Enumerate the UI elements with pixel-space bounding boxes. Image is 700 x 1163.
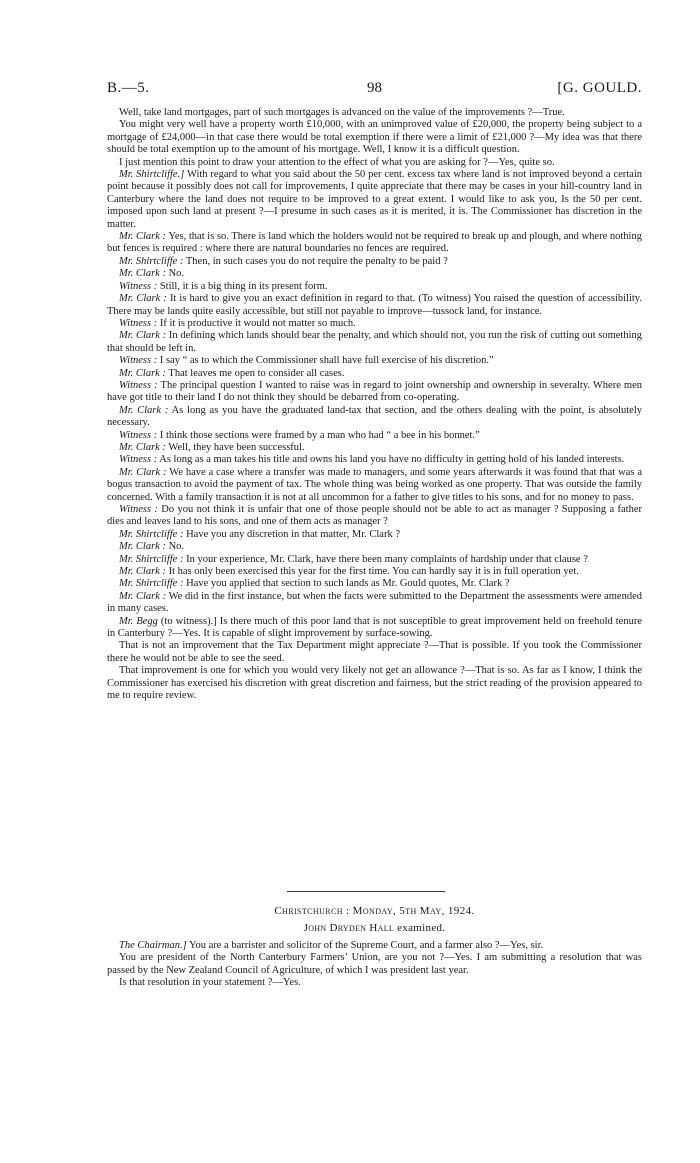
transcript-paragraph bbox=[107, 640, 642, 665]
paragraph-text: It is hard to give you an exact definition in regard to that. (To witness) You raised the question of accessibility. There may be lands quite easily accessible, but still not payable to improve—tussock land, for instance. bbox=[107, 293, 642, 317]
transcript-paragraph bbox=[107, 591, 642, 616]
transcript-paragraph bbox=[107, 529, 642, 541]
transcript-paragraph bbox=[107, 355, 642, 367]
paragraph-text: Do you not think it is unfair that one of those people should not be able to act as manager ? Supposing a father dies and leaves land to his sons, and one of them acts as manager ? bbox=[107, 504, 642, 528]
speaker-label: Mr. Shirtcliffe : bbox=[119, 553, 184, 565]
paragraph-text: Well, they have been successful. bbox=[168, 441, 305, 453]
speaker-label: Mr. Clark : bbox=[119, 231, 167, 243]
paragraph-text: You might very well have a property worth £10,000, with an unimproved value of £20,000, the property being subject to a mortgage of £24,000—in that case there would be total exemption if there were a limit of £21,000 ?—My idea was that there should be total exemption up to the amount of his mortgage. Well, I know it is a difficult question. bbox=[107, 119, 642, 156]
speaker-label: Witness : bbox=[119, 379, 158, 391]
paragraph-text: Then, in such cases you do not require the penalty to be paid ? bbox=[185, 255, 448, 267]
place-date-heading: Christchurch : Monday, 5th May, 1924. bbox=[274, 905, 475, 917]
paragraph-text: Well, take land mortgages, part of such mortgages is advanced on the value of the improvements ?—True. bbox=[119, 107, 565, 118]
speaker-label: Witness : bbox=[119, 429, 158, 441]
speaker-label: Mr. Shirtcliffe : bbox=[119, 255, 184, 267]
speaker-label: Mr. Begg bbox=[119, 615, 158, 627]
transcript-paragraph bbox=[107, 268, 642, 280]
transcript-paragraph bbox=[107, 256, 642, 268]
transcript-paragraph bbox=[107, 578, 642, 590]
page-number: 98 bbox=[367, 80, 382, 96]
speaker-label: The Chairman.] bbox=[119, 940, 187, 951]
speaker-label: Mr. Clark : bbox=[119, 367, 166, 379]
paragraph-text: Yes, that is so. There is land which the holders would not be required to break up and plough, and where nothing but fences is required : where there are natural boundaries no fences are required. bbox=[107, 231, 642, 255]
transcript-paragraph bbox=[107, 318, 642, 330]
running-head: [G. GOULD. bbox=[557, 80, 642, 96]
paragraph-text: I say “ as to which the Commissioner shall have full exercise of his discretion.” bbox=[159, 355, 494, 367]
transcript-body bbox=[107, 107, 642, 703]
paragraph-text: I think those sections were framed by a man who had “ a bee in his bonnet.” bbox=[159, 429, 480, 441]
transcript-paragraph bbox=[107, 467, 642, 504]
witness-suffix: examined. bbox=[394, 922, 446, 934]
transcript-paragraph bbox=[107, 293, 642, 318]
transcript-paragraph bbox=[107, 281, 642, 293]
speaker-label: Mr. Clark : bbox=[119, 293, 167, 305]
transcript-paragraph bbox=[107, 405, 642, 430]
transcript-paragraph bbox=[107, 157, 642, 169]
transcript-paragraph bbox=[107, 380, 642, 405]
paragraph-text: As long as you have the graduated land-tax that section, and the others dealing with the point, is absolutely necessary. bbox=[107, 404, 642, 429]
transcript-paragraph bbox=[107, 119, 642, 156]
transcript-body-2 bbox=[107, 940, 642, 990]
paragraph-text: No. bbox=[168, 268, 185, 280]
transcript-paragraph bbox=[107, 368, 642, 380]
speaker-label: Mr. Clark : bbox=[119, 466, 167, 478]
paragraph-text: In defining which lands should bear the penalty, and which should not, you run the risk of cutting out something that should be left in. bbox=[107, 330, 642, 354]
speaker-label: Mr. Clark : bbox=[119, 404, 169, 416]
speaker-label: Witness : bbox=[119, 280, 158, 292]
speaker-label: Mr. Clark : bbox=[119, 541, 166, 553]
paragraph-text: You are president of the North Canterbury Farmers’ Union, are you not ?—Yes. I am submitting a resolution that was passed by the New Zealand Council of Agriculture, of which I was president last year. bbox=[107, 952, 642, 976]
transcript-paragraph bbox=[107, 504, 642, 529]
section-divider bbox=[287, 891, 445, 892]
speaker-label: Mr. Shirtcliffe : bbox=[119, 528, 184, 540]
paragraph-text: The principal question I wanted to raise was in regard to joint ownership and ownership in severalty. Where men have got title to their land I do not think they should be debarred from co-operating. bbox=[107, 379, 643, 404]
speaker-label: Mr. Clark : bbox=[119, 590, 167, 602]
paragraph-text: I just mention this point to draw your attention to the effect of what you are asking for ?—Yes, quite so. bbox=[119, 156, 555, 168]
paragraph-text: We did in the first instance, but when the facts were submitted to the Department the assessments were amended in many cases. bbox=[107, 590, 642, 615]
paragraph-text: Have you applied that section to such lands as Mr. Gould quotes, Mr. Clark ? bbox=[186, 578, 510, 590]
paragraph-text: Have you any discretion in that matter, Mr. Clark ? bbox=[186, 528, 400, 540]
transcript-paragraph bbox=[107, 977, 642, 989]
paragraph-text: Is that resolution in your statement ?—Yes. bbox=[119, 977, 301, 989]
paragraph-text: Still, it is a big thing in its present form. bbox=[159, 280, 328, 292]
speaker-label: Mr. Shirtcliffe : bbox=[119, 578, 184, 590]
transcript-paragraph bbox=[107, 454, 642, 466]
paragraph-text: (to witness).] Is there much of this poor land that is not susceptible to great improvement held on freehold tenure in Canterbury ?—Yes. It is capable of slight improvement by surface-sowing. bbox=[107, 615, 643, 640]
paragraph-text: It has only been exercised this year for the first time. You can hardly say it is in full operation yet. bbox=[168, 566, 579, 578]
speaker-label: Witness : bbox=[119, 504, 158, 515]
transcript-paragraph bbox=[107, 430, 642, 442]
speaker-label: Mr. Clark : bbox=[119, 268, 166, 280]
transcript-paragraph bbox=[107, 665, 642, 702]
speaker-label: Witness : bbox=[119, 317, 158, 329]
paragraph-text: No. bbox=[168, 541, 185, 553]
paragraph-text: You are a barrister and solicitor of the Supreme Court, and a farmer also ?—Yes, sir. bbox=[188, 940, 544, 951]
transcript-paragraph bbox=[107, 616, 642, 641]
transcript-paragraph bbox=[107, 330, 642, 355]
speaker-label: Mr. Shirtcliffe.] bbox=[119, 169, 185, 181]
report-code: B.—5. bbox=[107, 80, 150, 96]
paragraph-text: In your experience, Mr. Clark, have there been many complaints of hardship under that clause ? bbox=[186, 553, 588, 565]
transcript-paragraph bbox=[107, 554, 642, 566]
transcript-paragraph bbox=[107, 107, 642, 119]
paragraph-text: If it is productive it would not matter so much. bbox=[159, 317, 356, 329]
speaker-label: Mr. Clark : bbox=[119, 441, 166, 453]
paragraph-text: As long as a man takes his title and owns his land you have no difficulty in getting hold of his landed interests. bbox=[159, 454, 625, 466]
speaker-label: Witness : bbox=[119, 355, 158, 367]
speaker-label: Mr. Clark : bbox=[119, 566, 166, 578]
paragraph-text: That is not an improvement that the Tax Department might appreciate ?—That is possible. If you took the Commissioner there he would not be able to see the seed. bbox=[107, 640, 642, 664]
transcript-paragraph bbox=[107, 231, 642, 256]
transcript-paragraph bbox=[107, 442, 642, 454]
speaker-label: Mr. Clark : bbox=[119, 330, 167, 342]
witness-heading bbox=[107, 922, 642, 934]
paragraph-text: With regard to what you said about the 50 per cent. excess tax where land is not improved beyond a certain point because it possibly does not call for improvements, I quite appreciate that there may be cases in your hill-country land in Canterbury where the land does not require to be improved to a great extent. I would like to ask you, Is the 50 per cent. imposed upon such land at present ?—I presume in such cases as it is merited, it is. The Commissioner has discretion in the matter. bbox=[107, 169, 643, 230]
transcript-paragraph bbox=[107, 169, 642, 231]
transcript-paragraph bbox=[107, 940, 642, 952]
paragraph-text: That leaves me open to consider all cases. bbox=[168, 367, 345, 379]
transcript-paragraph bbox=[107, 541, 642, 553]
transcript-paragraph bbox=[107, 952, 642, 977]
paragraph-text: That improvement is one for which you would very likely not get an allowance ?—That is so. As far as I know, I think the Commissioner has exercised his discretion with great discretion and fairness, but the strict reading of the provision appeared to me to require review. bbox=[107, 665, 642, 702]
paragraph-text: We have a case where a transfer was made to managers, and some years afterwards it was found that that was a bogus transaction to avoid the payment of tax. The whole thing was being worked as one property. That was outside the family concerned. With a family transaction it is not at all uncommon for a father to give titles to his sons, and for no money to pass. bbox=[107, 466, 642, 503]
speaker-label: Witness : bbox=[119, 454, 158, 466]
transcript-paragraph bbox=[107, 566, 642, 578]
page-header bbox=[107, 80, 642, 100]
witness-name: John Dryden Hall bbox=[303, 922, 395, 934]
